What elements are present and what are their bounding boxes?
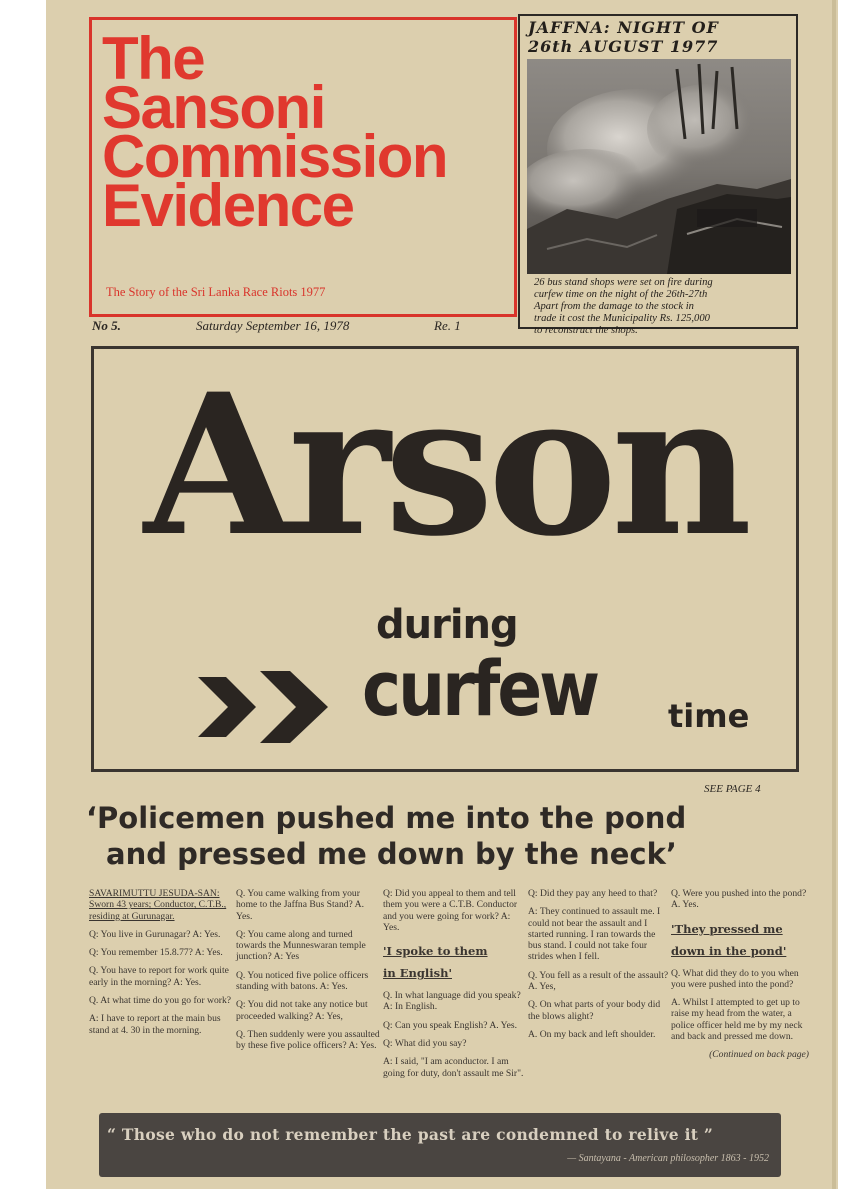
subheadline-line: ‘Policemen pushed me into the pond (86, 801, 687, 835)
paragraph: Q. You came walking from your home to the Jaffna Bus Stand? A. Yes. (236, 888, 364, 922)
paragraph: Q. Were you pushed into the pond? A. Yes. (671, 888, 807, 911)
newspaper-title (102, 25, 448, 239)
paragraph: Q: What did you say? (383, 1038, 467, 1050)
quote-banner (99, 1113, 781, 1177)
headline-during: during (376, 602, 518, 648)
tagline: The Story of the Sri Lanka Race Riots 1977 (106, 285, 326, 299)
title-line: Commission (102, 123, 448, 190)
column-subheading (383, 940, 526, 984)
paragraph: A: They continued to assault me. I could not bear the assault and I started running. I ran towards the bus stand. I could not take four strides when I fell. (528, 906, 661, 963)
paragraph: A: I said, "I am aconductor. I am going for duty, don't assault me Sir". (383, 1056, 524, 1079)
column-subheading (671, 918, 809, 962)
paragraph: Q. You noticed five police officers standing with batons. A: Yes. (236, 969, 369, 993)
photo-heading-line: 26th AUGUST 1977 (528, 37, 719, 56)
paragraph: Q. You fell as a result of the assault? A. Yes, (528, 969, 669, 993)
caption-line: trade it cost the Municipality Rs. 125,000 (534, 313, 710, 324)
headline-arson: Arson (143, 351, 747, 579)
paragraph: Q. You have to report for work quite early in the morning? A: Yes. (89, 965, 229, 988)
witness-intro: SAVARIMUTTU JESUDA-SAN: Sworn 43 years; Conductor, C.T.B., residing at Gurunagar. (89, 888, 227, 922)
issue-number: No 5. (92, 318, 121, 333)
article-column-5 (671, 888, 809, 1068)
paragraph: Q. In what language did you speak? A: In English. (383, 990, 521, 1013)
paragraph: A. On my back and left shoulder. (528, 1028, 656, 1040)
subheading-line: 'They pressed me (671, 921, 783, 936)
subheadline-line: and pressed me down by the neck’ (106, 837, 677, 871)
headline-curfew: curfew (362, 645, 598, 734)
continued-note: (Continued on back page) (709, 1049, 809, 1061)
caption-line: Apart from the damage to the stock in (534, 301, 694, 312)
paragraph: Q: Did they pay any heed to that? (528, 888, 658, 899)
article-column-4 (528, 888, 670, 1047)
photo-heading-line: JAFFNA: NIGHT OF (528, 18, 719, 37)
paragraph: Q: You remember 15.8.77? A: Yes. (89, 947, 223, 959)
paragraph: Q: Can you speak English? A. Yes. (383, 1019, 518, 1031)
paragraph: Q. Then suddenly were you assaulted by these five police officers? A: Yes. (236, 1028, 380, 1052)
paragraph: Q. At what time do you go for work? (89, 995, 232, 1007)
caption-line: to reconstruct the shops. (534, 325, 638, 336)
subheading-line: in English' (383, 966, 452, 981)
paragraph: Q. On what parts of your body did the blows alight? (528, 999, 661, 1022)
article-column-2 (236, 888, 380, 1059)
photo-caption (534, 277, 796, 337)
paragraph: A: I have to report at the main bus stand at 4. 30 in the morning. (89, 1013, 221, 1036)
fire-photo (527, 59, 791, 274)
quote-text: “ Those who do not remember the past are condemned to relive it ” (107, 1125, 714, 1144)
article-column-1 (89, 888, 232, 1043)
paragraph: Q: You did not take any notice but proceeded walking? A: Yes, (236, 999, 368, 1022)
paragraph: Q: You came along and turned towards the Munneswaran temple junction? A: Yes (236, 928, 366, 963)
paragraph: Q: Did you appeal to them and tell them you were a C.T.B. Conductor and you were going for work? A: Yes. (383, 888, 518, 933)
subheadline (86, 800, 798, 872)
headline-time: time (668, 697, 750, 735)
issue-date: Saturday September 16, 1978 (196, 318, 350, 333)
caption-line: curfew time on the night of the 26th-27th (534, 289, 708, 300)
issue-price: Re. 1 (434, 318, 461, 333)
title-line: Sansoni (102, 74, 325, 141)
page-edge (832, 0, 836, 1189)
photo-box (518, 14, 798, 336)
masthead (89, 17, 517, 317)
double-chevron-right-icon (198, 671, 336, 743)
article-column-3 (383, 888, 526, 1086)
subheading-line: 'I spoke to them (383, 944, 488, 959)
title-line: The (102, 25, 205, 92)
quote-attribution: — Santayana - American philosopher 1863 - 1952 (567, 1153, 769, 1164)
see-page-reference: SEE PAGE 4 (704, 783, 761, 795)
paragraph: Q. What did they do to you when you were pushed into the pond? (671, 967, 799, 990)
caption-line: 26 bus stand shops were set on fire during (534, 277, 713, 288)
photo-heading (528, 18, 790, 56)
paragraph: Q: You live in Gurunagar? A: Yes. (89, 928, 221, 940)
title-line: Evidence (102, 172, 354, 239)
headline-box (91, 346, 799, 772)
subheading-line: down in the pond' (671, 943, 787, 958)
paragraph: A. Whilst I attempted to get up to raise my head from the water, a police officer held me by my neck and back and pressed me down. (671, 997, 803, 1043)
